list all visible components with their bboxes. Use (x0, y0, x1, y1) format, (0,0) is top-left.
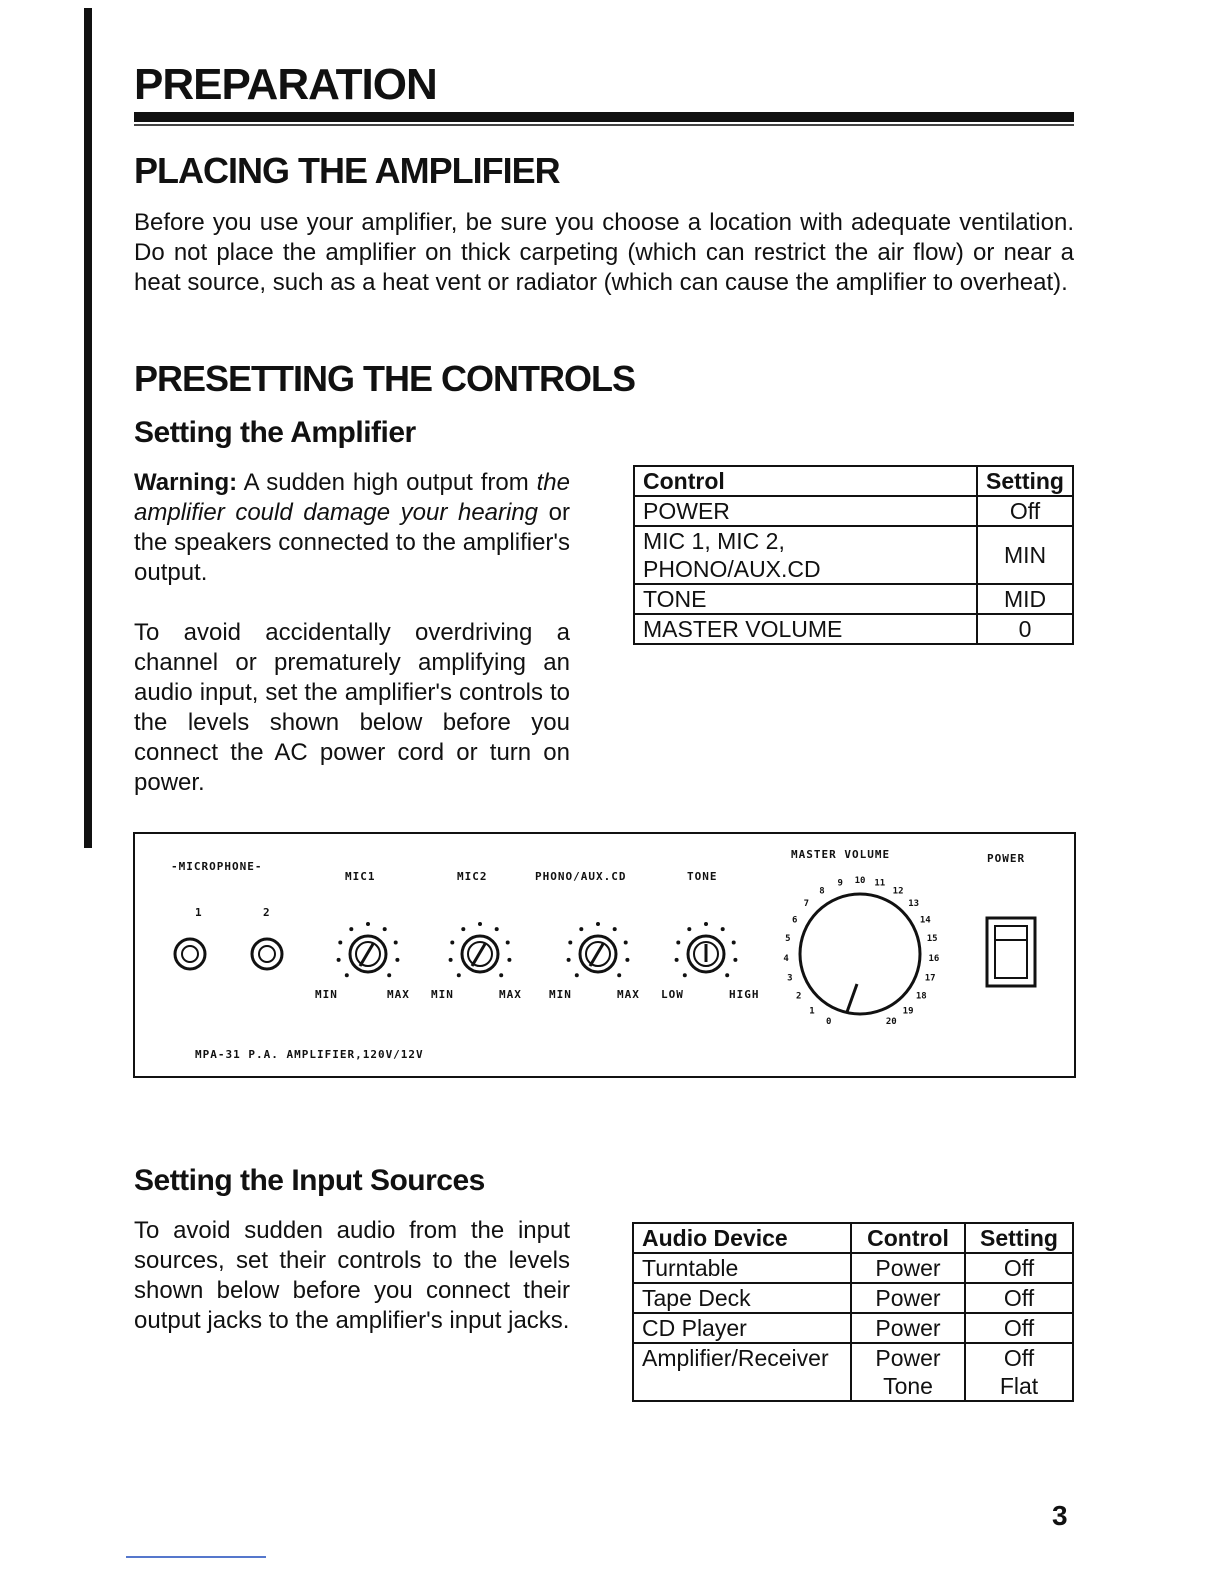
warning-italic: the amplifier could damage your hearing (134, 469, 570, 526)
mic2-max-label: MAX (499, 988, 522, 1001)
knob-tick-dot (732, 941, 736, 945)
knob-tick-dot (721, 927, 725, 931)
volume-tick-label: 11 (874, 878, 886, 889)
knob-tick-dot (675, 958, 679, 962)
mic2-label: MIC2 (457, 870, 488, 883)
table-header-row (634, 466, 1073, 496)
section-title-placing: PLACING THE AMPLIFIER (134, 150, 560, 191)
volume-tick-label: 8 (819, 886, 825, 897)
volume-tick-label: 12 (892, 886, 904, 897)
title-rule-thin (134, 124, 1074, 126)
warning-paragraph (134, 468, 570, 588)
table-cell: Tape Deck (633, 1283, 851, 1313)
power-label: POWER (987, 852, 1026, 865)
knob-tick-dot (704, 922, 708, 926)
volume-tick-label: 6 (791, 915, 798, 926)
overdrive-paragraph: To avoid accidentally overdriving a channel or prematurely amplifying an audio input, set the amplifier's controls to the levels shown below before you connect the AC power cord or turn on power. (134, 619, 570, 796)
mic-jack-2-icon (252, 939, 282, 969)
volume-tick-label: 19 (902, 1006, 914, 1017)
table-row (634, 526, 1073, 584)
volume-tick-label: 1 (809, 1006, 815, 1017)
knob-tick-dot (337, 958, 341, 962)
knob-tick-dot (617, 973, 621, 977)
volume-tick-label: 17 (924, 973, 936, 984)
volume-tick-label: 9 (837, 878, 843, 889)
tone-high-label: HIGH (729, 988, 760, 1001)
table-cell: Turntable (633, 1253, 851, 1283)
knob-tick-dot (366, 922, 370, 926)
knob-tick-dot (624, 941, 628, 945)
mic2-min-label: MIN (431, 988, 454, 1001)
tone-label: TONE (687, 870, 718, 883)
column-header-device: Audio Device (633, 1223, 851, 1253)
tone-knob-icon (688, 936, 724, 972)
knob-tick-dot (625, 958, 629, 962)
knob-tick-dot (499, 973, 503, 977)
table-cell: Tone (851, 1372, 965, 1401)
table-cell: 0 (977, 614, 1073, 644)
table-cell: MID (977, 584, 1073, 614)
warning-rest: or the speakers connected to the amplifier's output. (134, 499, 570, 586)
table-cell: MIN (977, 526, 1073, 584)
knob-tick-dot (383, 927, 387, 931)
table-header-row (633, 1223, 1073, 1253)
knob-tick-dot (567, 958, 571, 962)
table-cell: TONE (634, 584, 977, 614)
volume-tick-label: 13 (908, 899, 920, 910)
volume-tick-label: 7 (803, 899, 810, 910)
mic1-label: MIC1 (345, 870, 376, 883)
volume-tick-label: 3 (787, 973, 793, 984)
knob-tick-dot (349, 927, 353, 931)
volume-tick-label: 0 (825, 1017, 832, 1028)
table-cell: Off (965, 1253, 1073, 1283)
table-cell: Power (851, 1343, 965, 1372)
knob-tick-dot (683, 973, 687, 977)
knob-tick-dot (478, 922, 482, 926)
table-row (633, 1253, 1073, 1283)
knob-tick-dot (575, 973, 579, 977)
knob-tick-dot (506, 941, 510, 945)
table-cell: POWER (634, 496, 977, 526)
subtitle-setting-amplifier: Setting the Amplifier (134, 416, 416, 449)
table-cell: Power (851, 1253, 965, 1283)
table-cell: MASTER VOLUME (634, 614, 977, 644)
table-row (633, 1313, 1073, 1343)
volume-tick-label: 16 (928, 953, 940, 964)
table-row (633, 1343, 1073, 1372)
microphone-label: -MICROPHONE- (171, 860, 263, 873)
knob-tick-dot (495, 927, 499, 931)
table-cell: Off (977, 496, 1073, 526)
volume-tick-label: 2 (795, 991, 802, 1002)
model-label: MPA-31 P.A. AMPLIFIER,120V/12V (195, 1048, 424, 1061)
tone-low-label: LOW (661, 988, 684, 1001)
margin-bar (84, 8, 92, 848)
jack-2-label: 2 (263, 906, 271, 919)
table-cell: Amplifier/Receiver (633, 1343, 851, 1401)
table-cell: Off (965, 1313, 1073, 1343)
table-row (634, 496, 1073, 526)
warning-text: A sudden high output from (237, 469, 537, 496)
master-volume-knob-icon (800, 894, 920, 1017)
knob-tick-dot (676, 941, 680, 945)
input-sources-paragraph: To avoid sudden audio from the input sources, set their controls to the levels shown below before you connect their output jacks to the amplifier's input jacks. (134, 1217, 570, 1334)
knob-tick-dot (461, 927, 465, 931)
volume-tick-label: 4 (783, 953, 789, 964)
column-header-setting: Setting (965, 1223, 1073, 1253)
page-number: 3 (1052, 1500, 1068, 1531)
section-title-presetting: PRESETTING THE CONTROLS (134, 358, 636, 399)
table-cell: Power (851, 1313, 965, 1343)
table-row (633, 1283, 1073, 1313)
knob-tick-dot (450, 941, 454, 945)
table-cell: Off (965, 1343, 1073, 1372)
phono-max-label: MAX (617, 988, 640, 1001)
column-header-control: Control (634, 466, 977, 496)
volume-tick-label: 15 (926, 934, 938, 944)
knob-tick-dot (345, 973, 349, 977)
column-header-control: Control (851, 1223, 965, 1253)
column-header-setting: Setting (977, 466, 1073, 496)
page-title: PREPARATION (134, 60, 437, 109)
table-cell: Power (851, 1283, 965, 1313)
volume-tick-label: 14 (919, 915, 931, 926)
phono-label: PHONO/AUX.CD (535, 870, 627, 883)
footer-line (126, 1556, 266, 1558)
knob-tick-dot (395, 958, 399, 962)
mic-jack-1-icon (175, 939, 205, 969)
table-row (634, 584, 1073, 614)
input-sources-table (632, 1222, 1074, 1402)
knob-tick-dot (507, 958, 511, 962)
phono-knob-icon (580, 936, 616, 972)
mic2-knob-icon (462, 936, 498, 972)
knob-tick-dot (568, 941, 572, 945)
table-cell: Flat (965, 1372, 1073, 1401)
knob-tick-dot (449, 958, 453, 962)
table-cell: MIC 1, MIC 2, PHONO/AUX.CD (634, 526, 977, 584)
volume-tick-label: 10 (854, 876, 866, 886)
controls-table (633, 465, 1074, 645)
knob-tick-dot (394, 941, 398, 945)
knob-tick-dot (733, 958, 737, 962)
mic1-knob-icon (350, 936, 386, 972)
knob-tick-dot (687, 927, 691, 931)
amplifier-front-panel (133, 832, 1076, 1078)
table-cell: Off (965, 1283, 1073, 1313)
mic1-max-label: MAX (387, 988, 410, 1001)
volume-tick-label: 5 (785, 934, 791, 944)
volume-tick-label: 18 (915, 991, 927, 1002)
placing-paragraph: Before you use your amplifier, be sure you choose a location with adequate ventilation. Do not place the amplifier on thick carpeting (which can restrict the air flow) or near a heat source, such as a heat vent or radiator (which can cause the amplifier to overheat). (134, 209, 1074, 296)
power-switch-icon (987, 918, 1035, 986)
knob-tick-dot (338, 941, 342, 945)
table-cell: CD Player (633, 1313, 851, 1343)
subtitle-input-sources: Setting the Input Sources (134, 1164, 485, 1197)
volume-tick-label: 20 (885, 1017, 897, 1028)
jack-1-label: 1 (195, 906, 203, 919)
warning-label: Warning: (134, 469, 238, 496)
title-rule (134, 112, 1074, 122)
mic1-min-label: MIN (315, 988, 338, 1001)
knob-tick-dot (596, 922, 600, 926)
master-volume-label: MASTER VOLUME (791, 848, 891, 861)
knob-tick-dot (387, 973, 391, 977)
knob-tick-dot (725, 973, 729, 977)
table-row (634, 614, 1073, 644)
knob-tick-dot (613, 927, 617, 931)
knob-tick-dot (457, 973, 461, 977)
knob-tick-dot (579, 927, 583, 931)
phono-min-label: MIN (549, 988, 572, 1001)
